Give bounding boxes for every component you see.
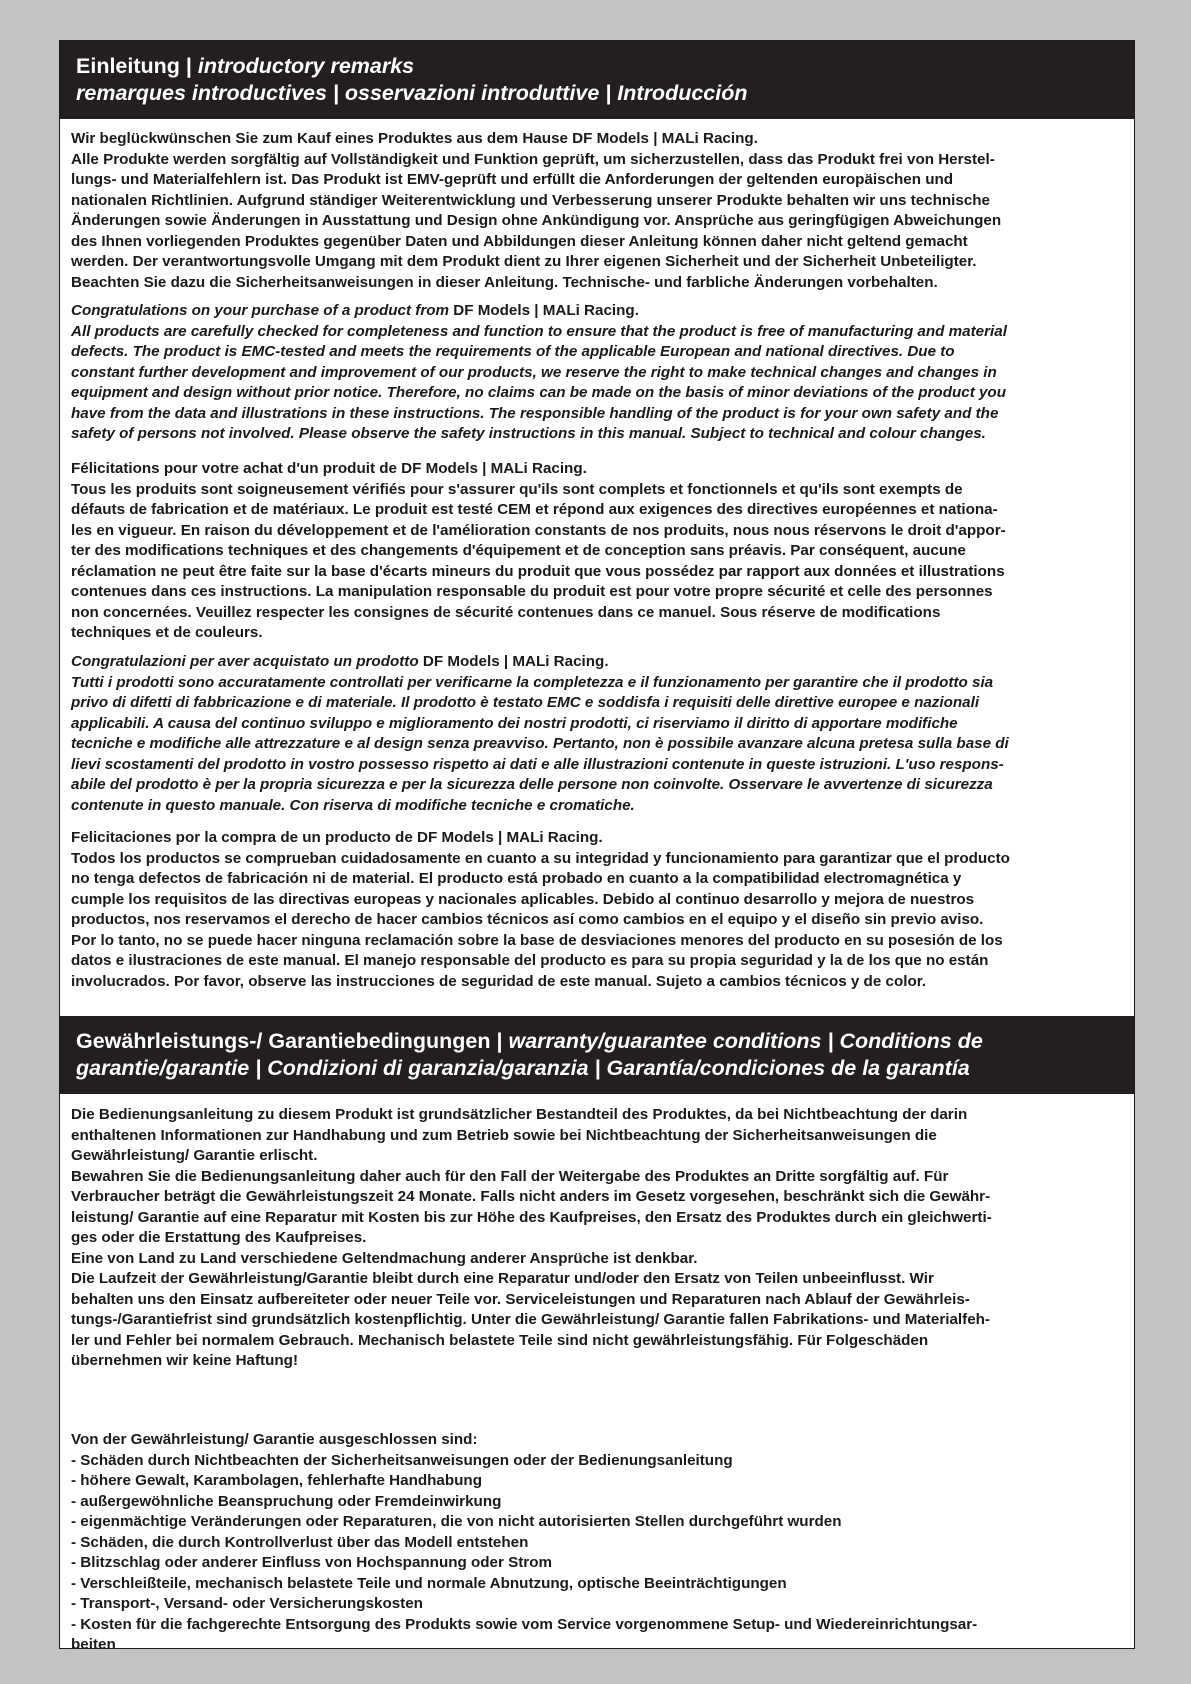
text-line: contenues dans ces instructions. La manipulation responsable du produit est pour votre propre sécurité et celle des personnes: [71, 583, 993, 600]
brand-name: DF Models | MALi Racing.: [422, 653, 609, 670]
list-heading: Von der Gewährleistung/ Garantie ausgeschlossen sind:: [71, 1431, 478, 1448]
text-line: have from the data and illustrations in these instructions. The responsible handling of the product is for your own safety and the: [71, 404, 999, 422]
text-line: tecniche e modifiche alle attrezzature e al design senza preavviso. Pertanto, non è possibile avanzare alcuna pretesa sulla base di: [71, 735, 1009, 752]
text-line: nationalen Richtlinien. Aufgrund ständiger Weiterentwicklung und Verbesserung unserer Produkte behalten wir uns technische: [71, 191, 990, 209]
list-item: beiten: [71, 1636, 116, 1653]
text-line: datos e ilustraciones de este manual. El manejo responsable del producto es para su propia seguridad y la de los que no están: [71, 952, 989, 969]
text-line: Änderungen sowie Änderungen in Ausstattung und Design ohne Ankündigung vor. Ansprüche aus geringfügigen Abweichungen: [71, 212, 1002, 229]
text-line: safety of persons not involved. Please observe the safety instructions in this manual. Subject to technical and colour changes.: [71, 425, 986, 442]
title-text-italic: introductory remarks: [197, 54, 415, 78]
text-line: Alle Produkte werden sorgfältig auf Vollständigkeit und Funktion geprüft, um sicherzustellen, dass das Produkt frei von Herstel-: [71, 150, 995, 168]
list-item: - außergewöhnliche Beanspruchung oder Fremdeinwirkung: [71, 1492, 502, 1510]
text-line: übernehmen wir keine Haftung!: [71, 1352, 298, 1369]
text-line: ges oder die Erstattung des Kaufpreises.: [71, 1229, 367, 1246]
text-line: des Ihnen vorliegenden Produktes gegenüber Daten und Abbildungen dieser Anleitung können daher nicht geltend gemacht: [71, 232, 968, 250]
text-line: lievi scostamenti del prodotto in vostro possesso rispetto ai dati e alle illustrazioni contenute in queste istruzioni. L'uso respons-: [71, 755, 1004, 773]
list-item: - Verschleißteile, mechanisch belastete Teile und normale Abnutzung, optische Beeinträchtigungen: [71, 1574, 787, 1592]
list-item: - Schäden durch Nichtbeachten der Sicherheitsanweisungen oder der Bedienungsanleitung: [71, 1451, 733, 1469]
title-text: Gewährleistungs-/ Garantiebedingungen |: [76, 1029, 509, 1053]
text-line: Gewährleistung/ Garantie erlischt.: [71, 1147, 318, 1164]
text-line: défauts de fabrication et de matériaux. Le produit est testé CEM et répond aux exigences des directives européennes et nationa-: [71, 501, 998, 518]
text-line: non concernées. Veuillez respecter les consignes de sécurité contenues dans ce manuel. Sous réserve de modifications: [71, 603, 941, 621]
title-text-italic: warranty/guarantee conditions: [508, 1029, 822, 1053]
text-italic: Congratulazioni per aver acquistato un prodotto: [71, 653, 423, 670]
section-header-warranty: [60, 1016, 1134, 1094]
paragraph-es: [60, 828, 1134, 992]
list-item: - Transport-, Versand- oder Versicherungskosten: [71, 1595, 423, 1612]
text-line: Eine von Land zu Land verschiedene Geltendmachung anderer Ansprüche ist denkbar.: [71, 1249, 698, 1267]
paragraph-fr: [60, 459, 1134, 644]
exclusions-list: [60, 1430, 1134, 1656]
text-line: werden. Der verantwortungsvolle Umgang mit dem Produkt dient zu Ihrer eigenen Sicherheit und der Sicherheit Unbeteiligter.: [71, 253, 977, 270]
title-text-italic: | Conditions de: [821, 1029, 983, 1053]
text-line: les en vigueur. En raison du développement et de l'amélioration constants de nos produits, nous nous réservons le droit d'appor-: [71, 521, 1006, 539]
document-page: [59, 40, 1135, 1653]
text-line: cumple los requisitos de las directivas europeas y nacionales aplicables. Debido al continuo desarrollo y mejora de nuestros: [71, 890, 975, 908]
text-line: Félicitations pour votre achat d'un produit de DF Models | MALi Racing.: [71, 460, 587, 477]
text-italic: Congratulations on your purchase of a product from: [71, 302, 454, 319]
section-title-line: [76, 1055, 1118, 1082]
section-header-intro: [60, 41, 1134, 119]
text-line: leistung/ Garantie auf eine Reparatur mit Kosten bis zur Höhe des Kaufpreises, den Ersatz des Produktes durch ein gleichwerti-: [71, 1208, 992, 1226]
text-line: [71, 301, 1124, 322]
list-item: - Schäden, die durch Kontrollverlust über das Modell entstehen: [71, 1533, 529, 1551]
text-line: defects. The product is EMC-tested and meets the requirements of the applicable European and national directives. Due to: [71, 343, 955, 360]
text-line: tungs-/Garantiefrist sind grundsätzlich kostenpflichtig. Unter die Gewährleistung/ Garantie fallen Fabrikations- und Materialfeh-: [71, 1311, 990, 1328]
list-item: - Blitzschlag oder anderer Einfluss von Hochspannung oder Strom: [71, 1554, 553, 1571]
text-line: All products are carefully checked for completeness and function to ensure that the product is free of manufacturing and material: [71, 322, 1007, 340]
text-line: Die Bedienungsanleitung zu diesem Produkt ist grundsätzlicher Bestandteil des Produktes, da bei Nichtbeachtung der darin: [71, 1106, 968, 1123]
text-line: Wir beglückwünschen Sie zum Kauf eines Produktes aus dem Hause DF Models | MALi Racing.: [71, 130, 758, 147]
text-line: behalten uns den Einsatz aufbereiteter oder neuer Teile vor. Serviceleistungen und Reparaturen nach Ablauf der Gewährleis-: [71, 1290, 970, 1308]
text-line: contenute in questo manuale. Con riserva di modifiche tecniche e cromatiche.: [71, 796, 635, 814]
text-line: no tenga defectos de fabricación ni de material. El producto está probado en cuanto a la compatibilidad electromagnética y: [71, 870, 962, 887]
text-line: Felicitaciones por la compra de un producto de DF Models | MALi Racing.: [71, 829, 603, 846]
section-title-line: [76, 1028, 1118, 1055]
title-text-italic: garantie/garantie | Condizioni di garanzia/garanzia: [76, 1056, 589, 1080]
text-line: productos, nos reservamos el derecho de hacer cambios técnicos así como cambios en el equipo y el diseño sin previo aviso.: [71, 911, 984, 928]
paragraph-de: [60, 129, 1134, 293]
section-title-line: remarques introductives | osservazioni introduttive | Introducción: [76, 81, 748, 105]
list-item: - höhere Gewalt, Karambolagen, fehlerhafte Handhabung: [71, 1472, 482, 1489]
text-line: Beachten Sie dazu die Sicherheitsanweisungen in dieser Anleitung. Technische- und farbliche Änderungen vorbehalten.: [71, 273, 938, 291]
brand-name: DF Models | MALi Racing.: [453, 302, 639, 319]
text-line: Todos los productos se comprueban cuidadosamente en cuanto a su integridad y funcionamiento para garantizar que el producto: [71, 849, 1010, 867]
text-line: equipment and design without prior notice. Therefore, no claims can be made on the basis of minor deviations of the product you: [71, 384, 1006, 401]
text-line: Bewahren Sie die Bedienungsanleitung daher auch für den Fall der Weitergabe des Produktes an Dritte sorgfältig auf. Für: [71, 1167, 949, 1185]
list-item: - Kosten für die fachgerechte Entsorgung des Produkts sowie vom Service vorgenommene Setup- und Wiedereinrichtungsar-: [71, 1615, 978, 1633]
text-line: Tous les produits sont soigneusement vérifiés pour s'assurer qu'ils sont complets et fonctionnels et qu'ils sont exempts de: [71, 480, 963, 498]
text-line: lungs- und Materialfehlern ist. Das Produkt ist EMV-geprüft und erfüllt die Anforderungen der geltenden europäischen und: [71, 171, 954, 188]
text-line: constant further development and improvement of our products, we reserve the right to make technical changes and changes in: [71, 363, 997, 381]
text-line: Por lo tanto, no se puede hacer ninguna reclamación sobre la base de desviaciones menores del producto en su posesión de los: [71, 931, 1003, 949]
paragraph-en: [60, 301, 1134, 445]
paragraph-it: [60, 652, 1134, 816]
text-line: réclamation ne peut être faite sur la base d'écarts mineurs du produit que vous possédez par rapport aux données et illustrations: [71, 562, 1005, 580]
text-line: ler und Fehler bei normalem Gebrauch. Mechanisch belastete Teile sind nicht gewährleistungsfähig. Für Folgeschäden: [71, 1331, 929, 1349]
text-line: involucrados. Por favor, observe las instrucciones de seguridad de este manual. Sujeto a cambios técnicos y de color.: [71, 972, 927, 990]
paragraph-warranty: [60, 1105, 1134, 1372]
text-line: ter des modifications techniques et des changements d'équipement et de conception sans préavis. Par conséquent, aucune: [71, 542, 966, 559]
text-line: Verbraucher beträgt die Gewährleistungszeit 24 Monate. Falls nicht anders im Gesetz vorgesehen, beschränkt sich die Gewähr-: [71, 1188, 991, 1205]
text-line: Tutti i prodotti sono accuratamente controllati per verificarne la completezza e il funzionamento per garantire che il prodotto sia: [71, 673, 994, 691]
text-line: Die Laufzeit der Gewährleistung/Garantie bleibt durch eine Reparatur und/oder den Ersatz von Teilen unbeeinflusst. Wir: [71, 1270, 934, 1287]
title-text: Einleitung |: [76, 54, 198, 78]
list-item: - eigenmächtige Veränderungen oder Reparaturen, die von nicht autorisierten Stellen durchgeführt wurden: [71, 1513, 842, 1530]
title-text-italic: | Garantía/condiciones de la garantía: [588, 1056, 970, 1080]
text-line: abile del prodotto è per la propria sicurezza e per la sicurezza delle persone non coinvolte. Osservare le avvertenze di sicurezza: [71, 776, 993, 793]
text-line: techniques et de couleurs.: [71, 624, 263, 641]
text-line: applicabili. A causa del continuo sviluppo e miglioramento dei nostri prodotti, ci riserviamo il diritto di apportare modifiche: [71, 714, 958, 732]
section-title-line: [76, 53, 1118, 80]
text-line: privo di difetti di fabbricazione e di materiale. Il prodotto è testato EMC e soddisfa i requisiti delle direttive europee e nazionali: [71, 694, 980, 711]
text-line: enthaltenen Informationen zur Handhabung und zum Betrieb sowie bei Nichtbeachtung der Sicherheitsanweisungen die: [71, 1126, 937, 1144]
text-line: [71, 652, 1124, 673]
